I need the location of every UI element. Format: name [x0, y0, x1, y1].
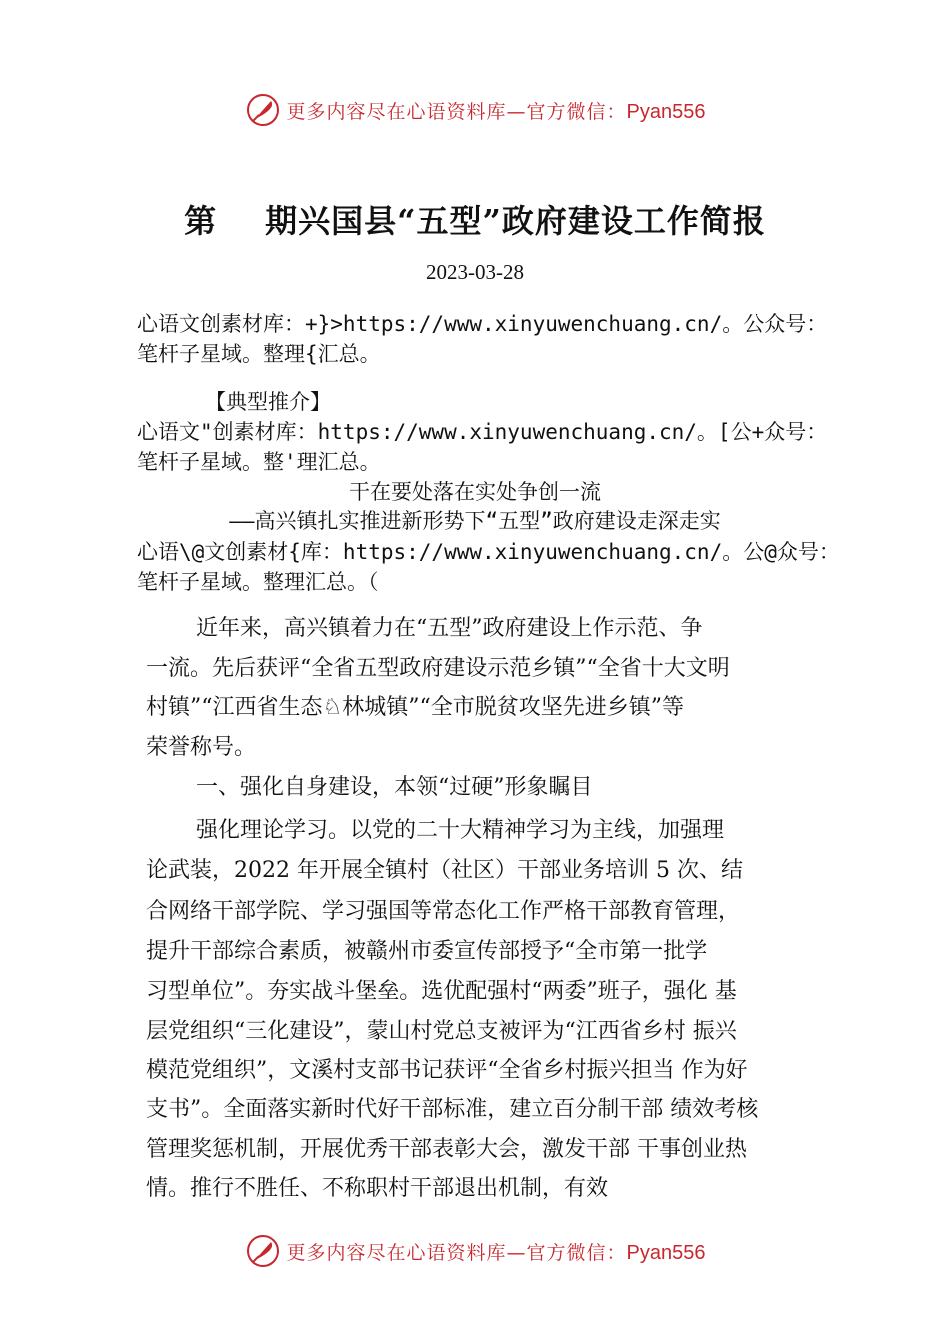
- document-title: 第 期兴国县“五型”政府建设工作简报: [184, 202, 766, 240]
- article-subtitle: ——高兴镇扎实推进新形势下“五型”政府建设走深走实: [229, 509, 721, 533]
- quill-pen-logo-icon: [245, 1233, 281, 1269]
- body-line: 近年来，高兴镇着力在“五型”政府建设上作示范、争: [196, 616, 703, 641]
- watermark-text: 更多内容尽在心语资料库—官方微信：Pyan556: [286, 100, 706, 123]
- watermark-text: 更多内容尽在心语资料库—官方微信：Pyan556: [286, 1241, 706, 1264]
- body-line: 一流。先后获评“全省五型政府建设示范乡镇”“全省十大文明: [146, 656, 730, 681]
- section-heading: 【典型推介】: [205, 390, 331, 414]
- wechat-id: Pyan556: [626, 1241, 706, 1264]
- body-line: 荣誉称号。: [146, 735, 257, 760]
- body-line: 层党组织“三化建设”，蒙山村党总支被评为“江西省乡村 振兴: [146, 1019, 737, 1044]
- body-line: 合网络干部学院、学习强国等常态化工作严格干部教育管理，: [146, 899, 741, 924]
- source-note: 心语文创素材库：+}>https://www.xinyuwenchuang.cn/。公众号：笔杆子星域。整理{汇总。: [137, 312, 828, 366]
- header-watermark-banner: [0, 92, 950, 128]
- body-line: 模范党组织”，文溪村支部书记获评“全省乡村振兴担当 作为好: [146, 1058, 748, 1083]
- body-line: 情。推行不胜任、不称职村干部退出机制，有效: [146, 1176, 609, 1201]
- body-line: 习型单位”。夯实战斗堡垒。选优配强村“两委”班子，强化 基: [146, 979, 737, 1004]
- quill-pen-logo-icon: [245, 92, 281, 128]
- document-date: 2023-03-28: [426, 260, 524, 284]
- body-line: 村镇”“江西省生态♘林城镇”“全市脱贫攻坚先进乡镇”等: [146, 695, 684, 720]
- body-line: 支书”。全面落实新时代好干部标准，建立百分制干部 绩效考核: [146, 1097, 759, 1122]
- section-title: 一、强化自身建设，本领“过硬”形象瞩目: [196, 775, 593, 800]
- source-note: 心语文"创素材库：https://www.xinyuwenchuang.cn/。[公+众号：笔杆子星域。整'理汇总。: [137, 420, 828, 474]
- source-note: 心语\@文创素材{库：https://www.xinyuwenchuang.cn/。公@众号：笔杆子星域。整理汇总。（: [137, 540, 840, 594]
- body-line: 强化理论学习。以党的二十大精神学习为主线，加强理: [196, 818, 725, 843]
- body-line: 管理奖惩机制，开展优秀干部表彰大会，激发干部 干事创业热: [146, 1137, 747, 1162]
- footer-watermark-banner: [0, 1233, 950, 1269]
- body-line: 论武装，2022 年开展全镇村（社区）干部业务培训 5 次、结: [146, 858, 743, 883]
- article-title: 干在要处落在实处争创一流: [349, 480, 601, 504]
- body-line: 提升干部综合素质，被赣州市委宣传部授予“全市第一批学: [146, 939, 708, 964]
- wechat-id: Pyan556: [626, 100, 706, 123]
